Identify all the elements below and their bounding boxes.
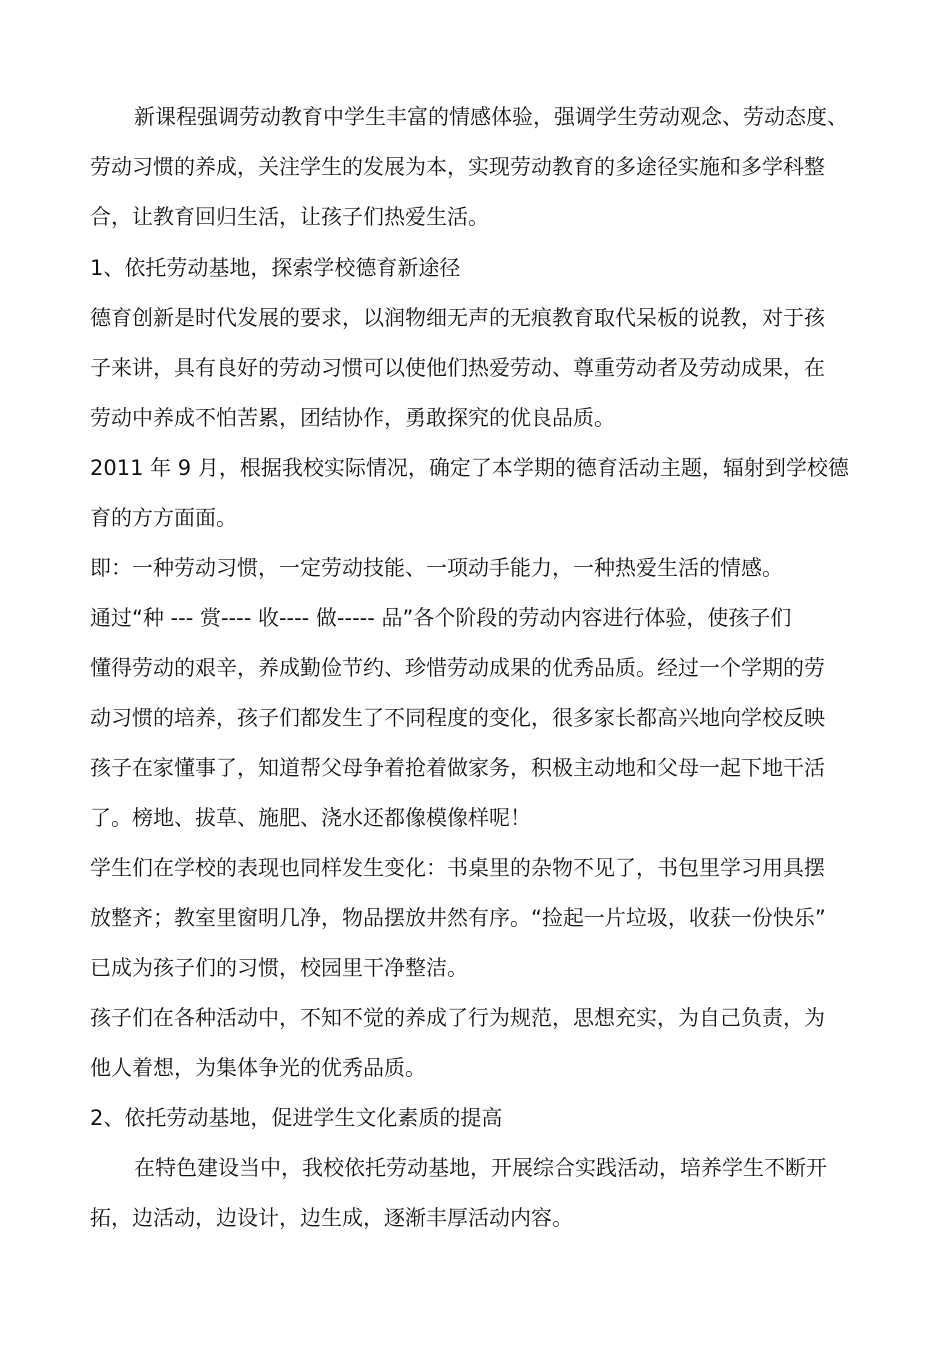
- paragraph-line: 了。榜地、拔草、施肥、浇水还都像模像样呢！: [90, 806, 531, 830]
- paragraph-line: 懂得劳动的艰辛，养成勤俭节约、珍惜劳动成果的优秀品质。经过一个学期的劳: [90, 656, 825, 680]
- paragraph-line: 动习惯的培养，孩子们都发生了不同程度的变化，很多家长都高兴地向学校反映: [90, 706, 825, 730]
- paragraph-line: 孩子在家懂事了，知道帮父母争着抢着做家务，积极主动地和父母一起下地干活: [90, 756, 825, 780]
- section-heading: 1、依托劳动基地，探索学校德育新途径: [90, 256, 461, 280]
- paragraph-line: 德育创新是时代发展的要求，以润物细无声的无痕教育取代呆板的说教，对于孩: [90, 306, 825, 330]
- section-heading: 2、依托劳动基地，促进学生文化素质的提高: [90, 1106, 503, 1130]
- paragraph-line: 新课程强调劳动教育中学生丰富的情感体验，强调学生劳动观念、劳动态度、: [134, 105, 848, 129]
- paragraph-line: 已成为孩子们的习惯，校园里干净整洁。: [90, 956, 468, 980]
- paragraph-line: 2011 年 9 月，根据我校实际情况，确定了本学期的德育活动主题，辐射到学校德: [90, 456, 849, 480]
- paragraph-line: 拓，边活动，边设计，边生成，逐渐丰厚活动内容。: [90, 1206, 573, 1230]
- paragraph-line: 学生们在学校的表现也同样发生变化：书桌里的杂物不见了，书包里学习用具摆: [90, 856, 825, 880]
- paragraph-line: 子来讲，具有良好的劳动习惯可以使他们热爱劳动、尊重劳动者及劳动成果，在: [90, 356, 825, 380]
- paragraph-line: 在特色建设当中，我校依托劳动基地，开展综合实践活动，培养学生不断开: [134, 1156, 827, 1180]
- paragraph-line: 合，让教育回归生活，让孩子们热爱生活。: [90, 205, 489, 229]
- paragraph-line: 劳动习惯的养成，关注学生的发展为本，实现劳动教育的多途径实施和多学科整: [90, 155, 825, 179]
- paragraph-line: 即：一种劳动习惯，一定劳动技能、一项动手能力，一种热爱生活的情感。: [90, 556, 783, 580]
- paragraph-line: 通过“种 --- 赏---- 收---- 做----- 品”各个阶段的劳动内容进行体验，使孩子们: [90, 606, 792, 630]
- paragraph-line: 劳动中养成不怕苦累，团结协作，勇敢探究的优良品质。: [90, 406, 615, 430]
- paragraph-line: 育的方方面面。: [90, 506, 237, 530]
- paragraph-line: 他人着想，为集体争光的优秀品质。: [90, 1056, 426, 1080]
- paragraph-line: 孩子们在各种活动中，不知不觉的养成了行为规范，思想充实，为自己负责，为: [90, 1006, 825, 1030]
- paragraph-line: 放整齐；教室里窗明几净，物品摆放井然有序。“捡起一片垃圾，收获一份快乐”: [90, 906, 826, 930]
